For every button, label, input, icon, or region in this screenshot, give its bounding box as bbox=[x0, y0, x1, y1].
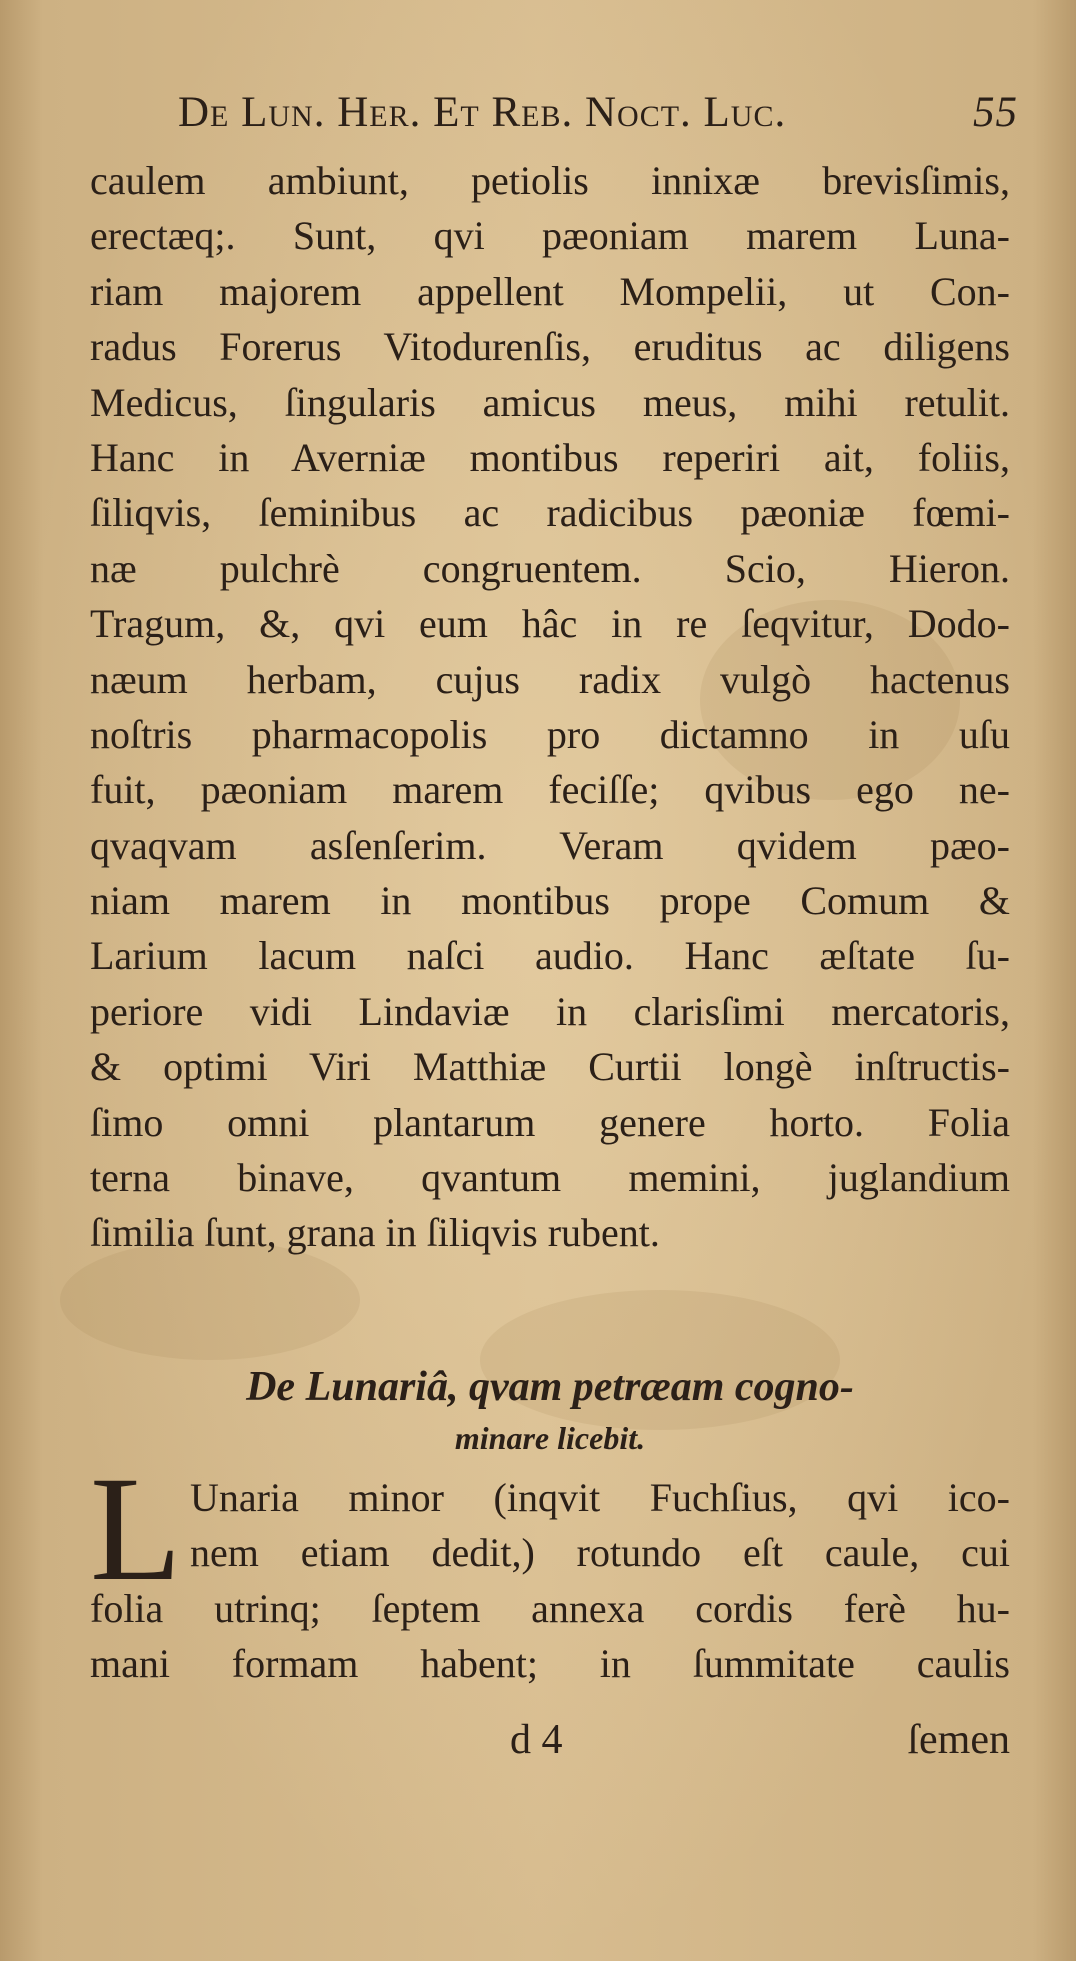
text-line: noſtris pharmacopolis pro dictamno in uſu bbox=[90, 711, 1010, 757]
text-line: niam marem in montibus prope Comum & bbox=[90, 878, 1010, 924]
text-line: riam majorem appellent Mompelii, ut Con- bbox=[90, 268, 1010, 314]
text-line: Tragum, &, qvi eum hâc in re ſeqvitur, Dodo- bbox=[90, 601, 1010, 647]
text-line: mani formam habent; in ſummitate caulis bbox=[90, 1641, 1010, 1687]
text-line: erectæq;. Sunt, qvi pæoniam marem Luna- bbox=[90, 213, 1010, 259]
drop-cap: L bbox=[90, 1446, 182, 1612]
signature-mark: d 4 bbox=[510, 1717, 563, 1763]
text-line: & optimi Viri Matthiæ Curtii longè inſtructis- bbox=[90, 1044, 1010, 1090]
body-paragraph bbox=[90, 153, 1010, 1261]
text-line: caulem ambiunt, petiolis innixæ brevisſimis, bbox=[90, 158, 1010, 203]
catchword: ſemen bbox=[907, 1717, 1010, 1763]
text-line: Hanc in Averniæ montibus reperiri ait, foliis, bbox=[90, 434, 1010, 480]
text-line: Unaria minor (inqvit Fuchſius, qvi ico- bbox=[190, 1475, 1010, 1520]
section-heading-line: minare licebit. bbox=[454, 1420, 646, 1456]
running-title: De Lun. Her. Et Reb. Noct. Luc. bbox=[178, 89, 787, 136]
text-line: terna binave, qvantum memini, juglandium bbox=[90, 1155, 1010, 1201]
page-footer bbox=[90, 1716, 1010, 1772]
text-line: ſimo omni plantarum genere horto. Folia bbox=[90, 1099, 1010, 1145]
text-line: fuit, pæoniam marem feciſſe; qvibus ego ne- bbox=[90, 767, 1010, 813]
text-line: næ pulchrè congruentem. Scio, Hieron. bbox=[90, 545, 1010, 591]
text-line: Medicus, ſingularis amicus meus, mihi retulit. bbox=[90, 379, 1010, 425]
section-paragraph bbox=[90, 1446, 1010, 1692]
text-line: næum herbam, cujus radix vulgò hactenus bbox=[90, 656, 1010, 702]
running-header bbox=[178, 88, 1018, 148]
text-line: periore vidi Lindaviæ in clarisſimi mercatoris, bbox=[90, 988, 1010, 1034]
text-line: qvaqvam asſenſerim. Veram qvidem pæo- bbox=[90, 822, 1010, 868]
text-line: ſimilia ſunt, grana in ſiliqvis rubent. bbox=[90, 1210, 660, 1256]
text-line: folia utrinq; ſeptem annexa cordis ferè hu- bbox=[90, 1585, 1010, 1631]
text-line: ſiliqvis, ſeminibus ac radicibus pæoniæ fœmi- bbox=[90, 490, 1010, 536]
text-line: radus Forerus Vitodurenſis, eruditus ac diligens bbox=[90, 324, 1010, 370]
page-number: 55 bbox=[973, 89, 1018, 136]
section-heading bbox=[90, 1358, 1010, 1460]
text-line: nem etiam dedit,) rotundo eſt caule, cui bbox=[190, 1530, 1010, 1576]
text-line: Larium lacum naſci audio. Hanc æſtate ſu- bbox=[90, 933, 1010, 979]
section-heading-line: De Lunariâ, qvam petræam cogno- bbox=[246, 1364, 854, 1410]
